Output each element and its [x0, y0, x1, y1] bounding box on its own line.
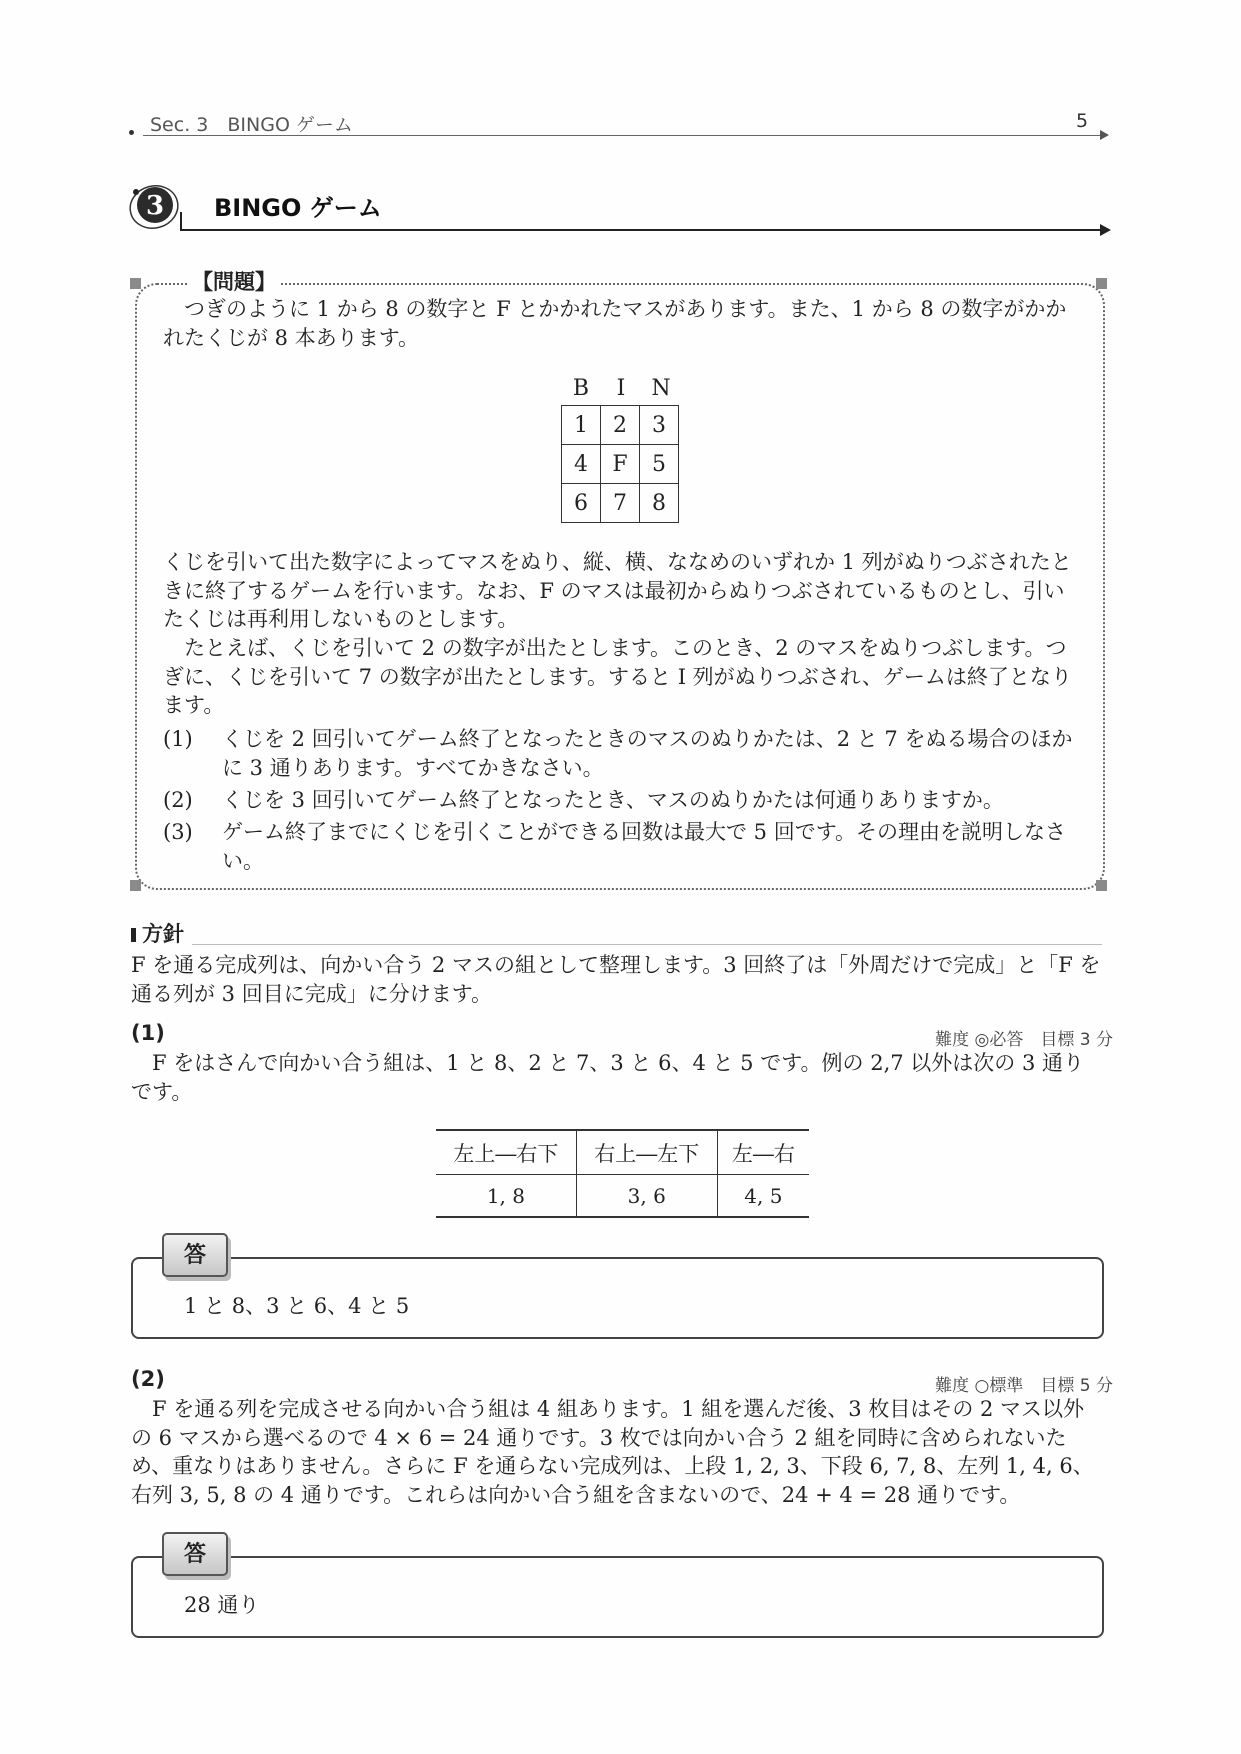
part2-text: F を通る列を完成させる向かい合う組は 4 組あります。1 組を選んだ後、3 枚目はその 2 マス以外の 6 マスから選べるので 4 × 6 = 24 通りです。3 枚では向かい合う 2 組を同時に含められないため、重なりはありません。さらに F を通らない完成列は、上段 1, 2, 3、下段 6, 7, 8、左列 1, 4, 6、右列 3, 5, 8 の 4 通りです。これらは向かい合う組を含まないので、24 + 4 = 28 通りです。 — [131, 1397, 1094, 1507]
header-dot — [129, 130, 134, 135]
pair-table-header: 右上―左下 — [576, 1130, 717, 1175]
grid-cell: 2 — [601, 406, 640, 445]
policy-text: F を通る完成列は、向かい合う 2 マスの組として整理します。3 回終了は「外周だけで完成」と「F を通る列が 3 回目に完成」に分けます。 — [131, 953, 1101, 1006]
grid-cell: 4 — [562, 445, 601, 484]
page-number: 5 — [1076, 110, 1089, 132]
question-number: (1) — [163, 727, 193, 751]
header-arrow-icon — [1100, 130, 1109, 140]
grid-cell: 8 — [640, 484, 679, 523]
section-number: 3 — [145, 191, 165, 221]
grid-cell: 7 — [601, 484, 640, 523]
problem-label: 【問題】 — [188, 266, 280, 296]
header-rule — [143, 135, 1105, 136]
grid-header-n: N — [651, 376, 671, 401]
problem-rules: くじを引いて出た数字によってマスをぬり、縦、横、ななめのいずれか 1 列がぬりつぶされたときに終了するゲームを行います。なお、F のマスは最初からぬりつぶされているものとし、引いたくじは再利用しないものとします。 — [163, 550, 1072, 631]
policy-rule — [192, 944, 1102, 945]
pair-table-header: 左―右 — [717, 1130, 809, 1175]
pair-table — [436, 1129, 809, 1218]
question-number: (2) — [163, 788, 193, 812]
box-corner — [1096, 278, 1107, 289]
grid-header-b: B — [572, 376, 590, 401]
pair-table-cell: 3, 6 — [576, 1175, 717, 1218]
pair-table-header: 左上―右下 — [436, 1130, 576, 1175]
part1-meta: 難度 ◎必答 目標 3 分 — [935, 1030, 1113, 1050]
answer-text: 28 通り — [184, 1593, 260, 1617]
policy-marker — [131, 928, 136, 942]
answer-text: 1 と 8、3 と 6、4 と 5 — [184, 1294, 410, 1318]
part2-heading: (2) — [131, 1367, 165, 1391]
part2-meta: 難度 ○標準 目標 5 分 — [935, 1376, 1113, 1396]
pair-table-cell: 4, 5 — [717, 1175, 809, 1218]
answer-tag: 答 — [162, 1233, 228, 1277]
question-number: (3) — [163, 820, 193, 844]
box-corner — [130, 278, 141, 289]
section-rule — [180, 229, 1100, 231]
problem-intro: つぎのように 1 から 8 の数字と F とかかれたマスがあります。また、1 から 8 の数字がかかれたくじが 8 本あります。 — [163, 297, 1067, 350]
running-header-title: Sec. 3 BINGO ゲーム — [150, 114, 353, 136]
grid-cell: 1 — [562, 406, 601, 445]
answer-box — [131, 1556, 1104, 1638]
section-title: BINGO ゲーム — [214, 194, 382, 222]
grid-cell: 6 — [562, 484, 601, 523]
grid-header-i: I — [616, 376, 626, 401]
pair-table-cell: 1, 8 — [486, 1183, 525, 1208]
section-arrow-icon — [1100, 224, 1111, 236]
part1-heading: (1) — [131, 1021, 165, 1045]
answer-tag: 答 — [162, 1532, 228, 1576]
bingo-grid — [561, 405, 679, 523]
section-rule-tick — [180, 212, 182, 230]
question-text: くじを 3 回引いてゲーム終了となったとき、マスのぬりかたは何通りありますか。 — [222, 788, 1004, 812]
question-text: くじを 2 回引いてゲーム終了となったときのマスのぬりかたは、2 と 7 をぬる場合のほかに 3 通りあります。すべてかきなさい。 — [222, 727, 1073, 780]
policy-heading: 方針 — [142, 922, 184, 946]
box-corner — [130, 880, 141, 891]
problem-example: たとえば、くじを引いて 2 の数字が出たとします。このとき、2 のマスをぬりつぶします。つぎに、くじを引いて 7 の数字が出たとします。すると I 列がぬりつぶされ、ゲームは終了となります。 — [163, 636, 1072, 717]
grid-cell: F — [601, 445, 640, 484]
part1-text: F をはさんで向かい合う組は、1 と 8、2 と 7、3 と 6、4 と 5 です。例の 2,7 以外は次の 3 通りです。 — [131, 1051, 1084, 1104]
question-text: ゲーム終了までにくじを引くことができる回数は最大で 5 回です。その理由を説明しなさい。 — [222, 820, 1067, 873]
grid-cell: 3 — [640, 406, 679, 445]
grid-cell: 5 — [640, 445, 679, 484]
box-corner — [1096, 880, 1107, 891]
section-badge — [128, 180, 184, 234]
